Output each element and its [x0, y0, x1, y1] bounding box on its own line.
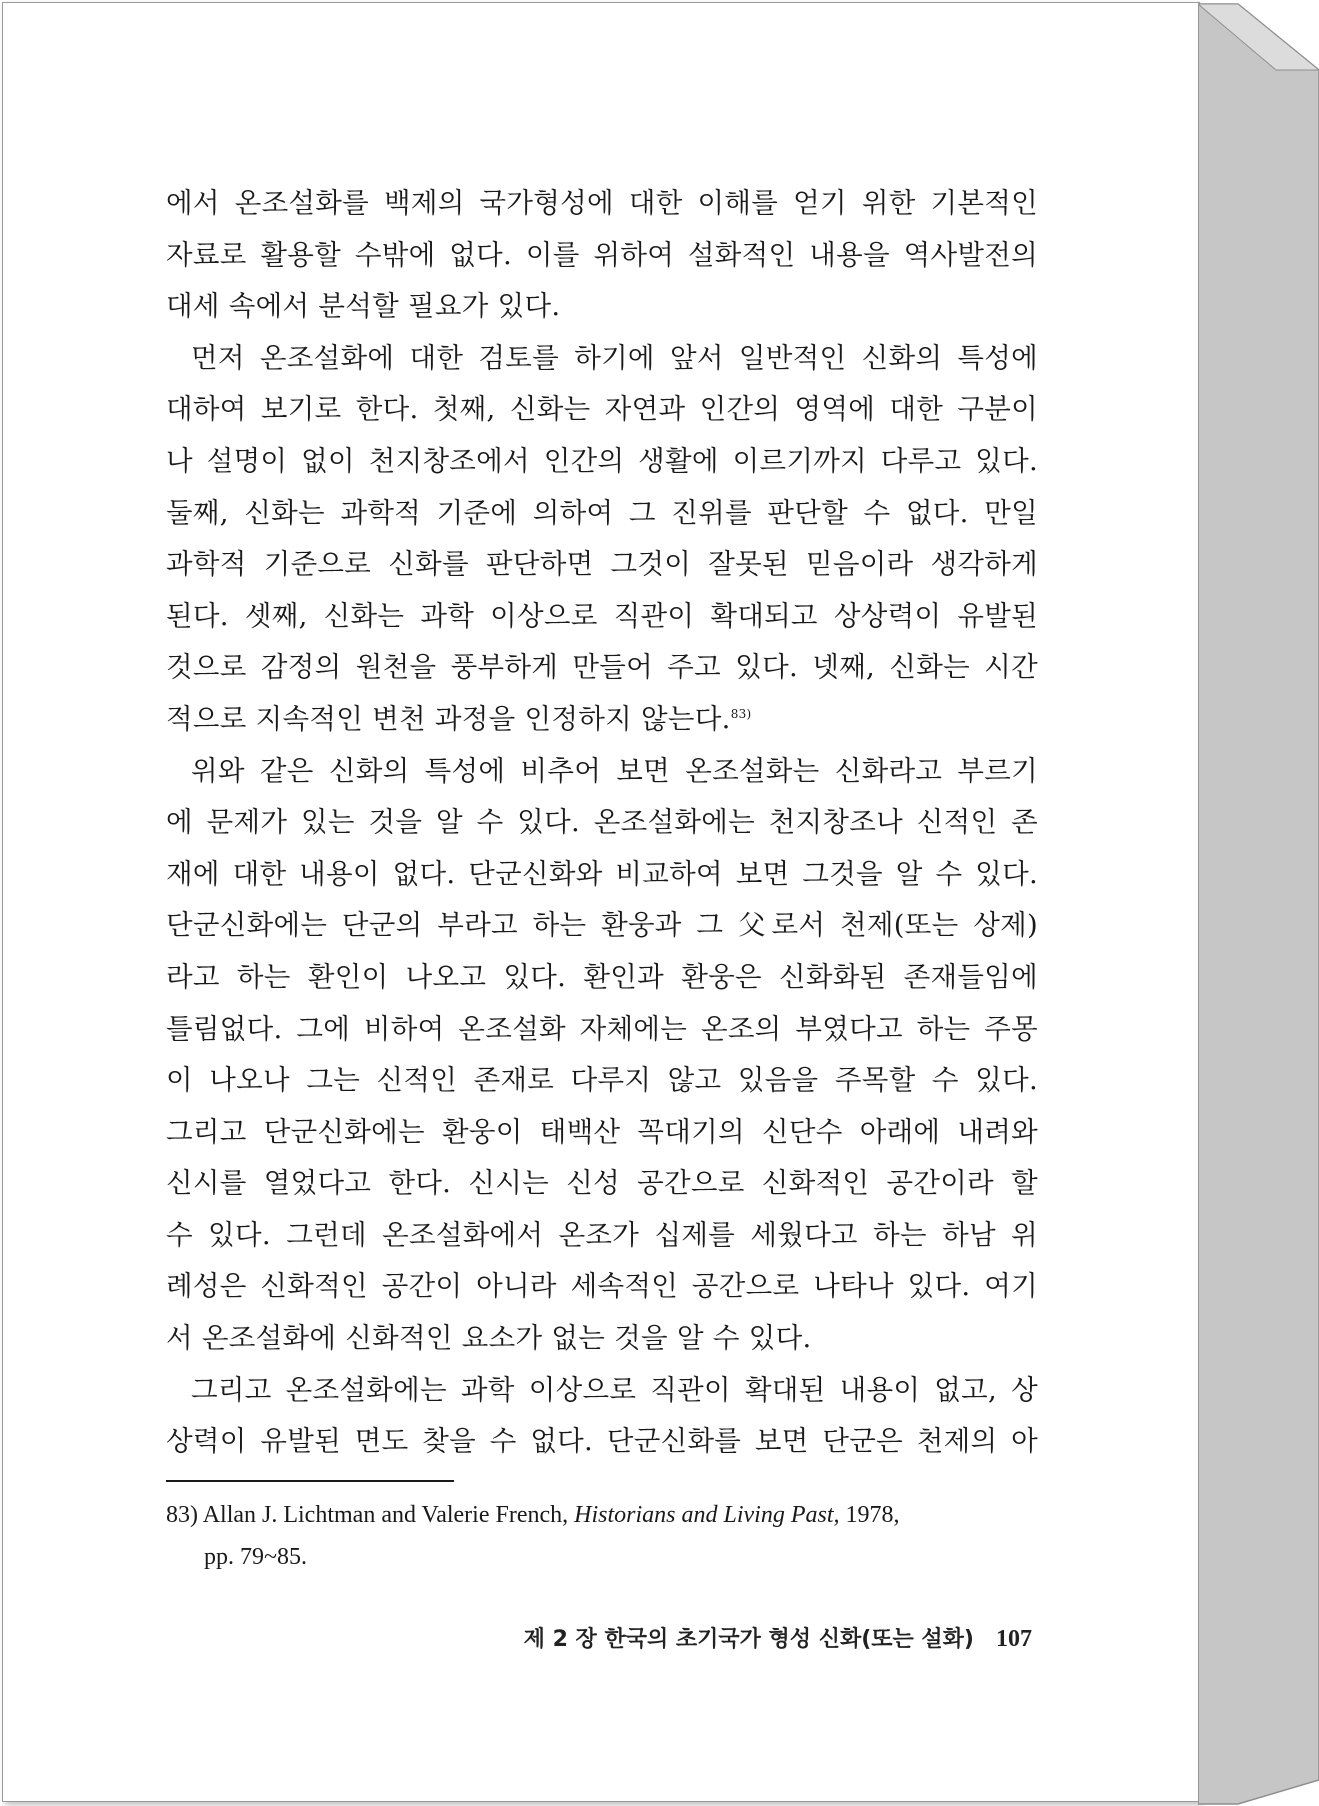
- footnote-reference: 83): [730, 706, 752, 721]
- text-line: 것으로 감정의 원천을 풍부하게 만들어 주고 있다. 넷째, 신화는 시간: [166, 651, 1038, 684]
- page-stack-edge: [1198, 0, 1319, 1806]
- text-line: 단군신화에는 단군의 부라고 하는 환웅과 그 父로서 천제(또는 상제): [166, 909, 1038, 942]
- page-footer: [480, 1622, 1032, 1653]
- paragraph-2: [166, 333, 1038, 746]
- text-line: 례성은 신화적인 공간이 아니라 세속적인 공간으로 나타나 있다. 여기: [166, 1270, 1038, 1303]
- text-line: 그리고 온조설화에는 과학 이상으로 직관이 확대된 내용이 없고, 상: [191, 1373, 1038, 1406]
- footnote-authors: Allan J. Lichtman and Valerie French,: [202, 1502, 569, 1528]
- footnote-divider: [166, 1480, 454, 1482]
- text-line-content: 적으로 지속적인 변천 과정을 인정하지 않는다.: [166, 702, 731, 735]
- text-line: 수 있다. 그런데 온조설화에서 온조가 십제를 세웠다고 하는 하남 위: [166, 1218, 1038, 1251]
- footnote-number: 83): [166, 1502, 198, 1528]
- footnote-title: Historians and Living Past,: [574, 1502, 840, 1528]
- page-number: 107: [996, 1626, 1032, 1652]
- paragraph-4: [166, 1365, 1038, 1468]
- paragraph-3: [166, 746, 1038, 1365]
- body-text: [166, 178, 1038, 1468]
- text-line: 대세 속에서 분석할 필요가 있다.: [166, 290, 561, 323]
- text-line: 자료로 활용할 수밖에 없다. 이를 위하여 설화적인 내용을 역사발전의: [166, 238, 1038, 271]
- text-line: 신시를 열었다고 한다. 신시는 신성 공간으로 신화적인 공간이라 할: [166, 1167, 1038, 1200]
- text-line: 서 온조설화에 신화적인 요소가 없는 것을 알 수 있다.: [166, 1322, 812, 1355]
- text-line: 라고 하는 환인이 나오고 있다. 환인과 환웅은 신화화된 존재들임에: [166, 960, 1038, 993]
- paragraph-1: [166, 178, 1038, 333]
- footnote-pages: pp. 79~85.: [204, 1544, 307, 1570]
- text-line: 위와 같은 신화의 특성에 비추어 보면 온조설화는 신화라고 부르기: [191, 754, 1038, 787]
- footnote-83: [166, 1494, 1038, 1578]
- text-line: 틀림없다. 그에 비하여 온조설화 자체에는 온조의 부였다고 하는 주몽: [166, 1012, 1038, 1045]
- text-line: 이 나오나 그는 신적인 존재로 다루지 않고 있음을 주목할 수 있다.: [166, 1064, 1038, 1097]
- text-line: 둘째, 신화는 과학적 기준에 의하여 그 진위를 판단할 수 없다. 만일: [166, 496, 1038, 529]
- text-line: 나 설명이 없이 천지창조에서 인간의 생활에 이르기까지 다루고 있다.: [166, 444, 1038, 477]
- text-line: 에 문제가 있는 것을 알 수 있다. 온조설화에는 천지창조나 신적인 존: [166, 806, 1038, 839]
- text-line: 그리고 단군신화에는 환웅이 태백산 꼭대기의 신단수 아래에 내려와: [166, 1115, 1038, 1148]
- footnote-line: [166, 1494, 1038, 1536]
- footnote-year: 1978,: [845, 1502, 900, 1528]
- text-line: 대하여 보기로 한다. 첫째, 신화는 자연과 인간의 영역에 대한 구분이: [166, 393, 1038, 426]
- text-line: 에서 온조설화를 백제의 국가형성에 대한 이해를 얻기 위한 기본적인: [166, 187, 1038, 219]
- text-line: 먼저 온조설화에 대한 검토를 하기에 앞서 일반적인 신화의 특성에: [191, 341, 1038, 374]
- text-line: 된다. 셋째, 신화는 과학 이상으로 직관이 확대되고 상상력이 유발된: [166, 599, 1038, 632]
- text-line: 상력이 유발된 면도 찾을 수 없다. 단군신화를 보면 단군은 천제의 아: [166, 1425, 1038, 1458]
- running-head: 제 2 장 한국의 초기국가 형성 신화(또는 설화): [523, 1627, 974, 1652]
- text-line: 재에 대한 내용이 없다. 단군신화와 비교하여 보면 그것을 알 수 있다.: [166, 857, 1038, 890]
- text-line: [166, 694, 1038, 746]
- text-line: 과학적 기준으로 신화를 판단하면 그것이 잘못된 믿음이라 생각하게: [166, 548, 1038, 581]
